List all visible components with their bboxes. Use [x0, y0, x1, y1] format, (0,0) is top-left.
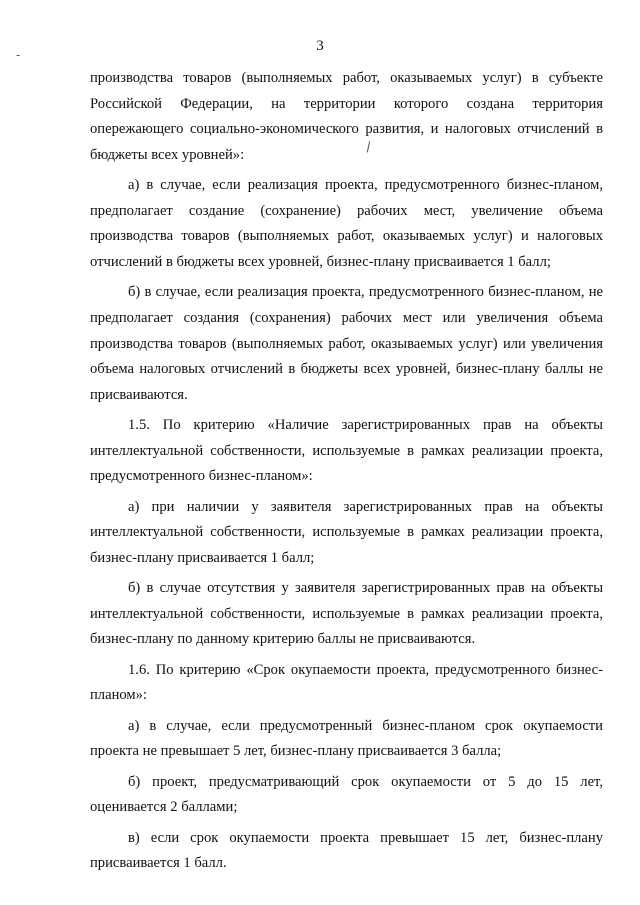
paragraph-continuation: производства товаров (выполняемых работ, оказываемых услуг) в субъекте Российской Федерации, на территории которого создана территория опережающего социально-экономического развития, и налоговых отчислений в бюджеты всех уровней»:	[90, 70, 603, 163]
paragraph-item-b-no-ip-rights: б) в случае отсутствия у заявителя зарегистрированных прав на объекты интеллектуальной собственности, используемые в рамках реализации проекта, бизнес-плану по данному критерию баллы не присваиваются.	[90, 580, 603, 648]
paragraph-criterion-1-5: 1.5. По критерию «Наличие зарегистрированных прав на объекты интеллектуальной собственности, используемые в рамках реализации проекта, предусмотренного бизнес-планом»:	[90, 417, 603, 485]
paragraph-item-a-jobs: а) в случае, если реализация проекта, предусмотренного бизнес-планом, предполагает создание (сохранение) рабочих мест, увеличение объема производства товаров (выполняемых работ, оказываемых услуг) и налоговых отчислений в бюджеты всех уровней, бизнес-плану присваивается 1 балл;	[90, 177, 603, 270]
scan-mark-dash: -	[16, 48, 21, 62]
paragraph-criterion-1-6: 1.6. По критерию «Срок окупаемости проекта, предусмотренного бизнес-планом»:	[90, 661, 603, 704]
page-number: 3	[316, 38, 324, 54]
paragraph-item-c-payback: в) если срок окупаемости проекта превышает 15 лет, бизнес-плану присваивается 1 балл.	[90, 829, 603, 872]
scan-mark-tick: \	[362, 139, 374, 156]
document-body	[90, 66, 603, 882]
paragraph-item-a-ip-rights: а) при наличии у заявителя зарегистрированных прав на объекты интеллектуальной собственности, используемые в рамках реализации проекта, бизнес-плану присваивается 1 балл;	[90, 498, 603, 566]
paragraph-item-b-payback: б) проект, предусматривающий срок окупаемости от 5 до 15 лет, оценивается 2 баллами;	[90, 773, 603, 816]
paragraph-item-b-no-jobs: б) в случае, если реализация проекта, предусмотренного бизнес-планом, не предполагает создания (сохранения) рабочих мест или увеличения объема производства товаров (выполняемых работ, оказываемых услуг) или увеличения объема налоговых отчислений в бюджеты всех уровней, бизнес-плану баллы не присваиваются.	[90, 284, 603, 403]
paragraph-item-a-payback: а) в случае, если предусмотренный бизнес-планом срок окупаемости проекта не превышает 5 лет, бизнес-плану присваивается 3 балла;	[90, 717, 603, 760]
